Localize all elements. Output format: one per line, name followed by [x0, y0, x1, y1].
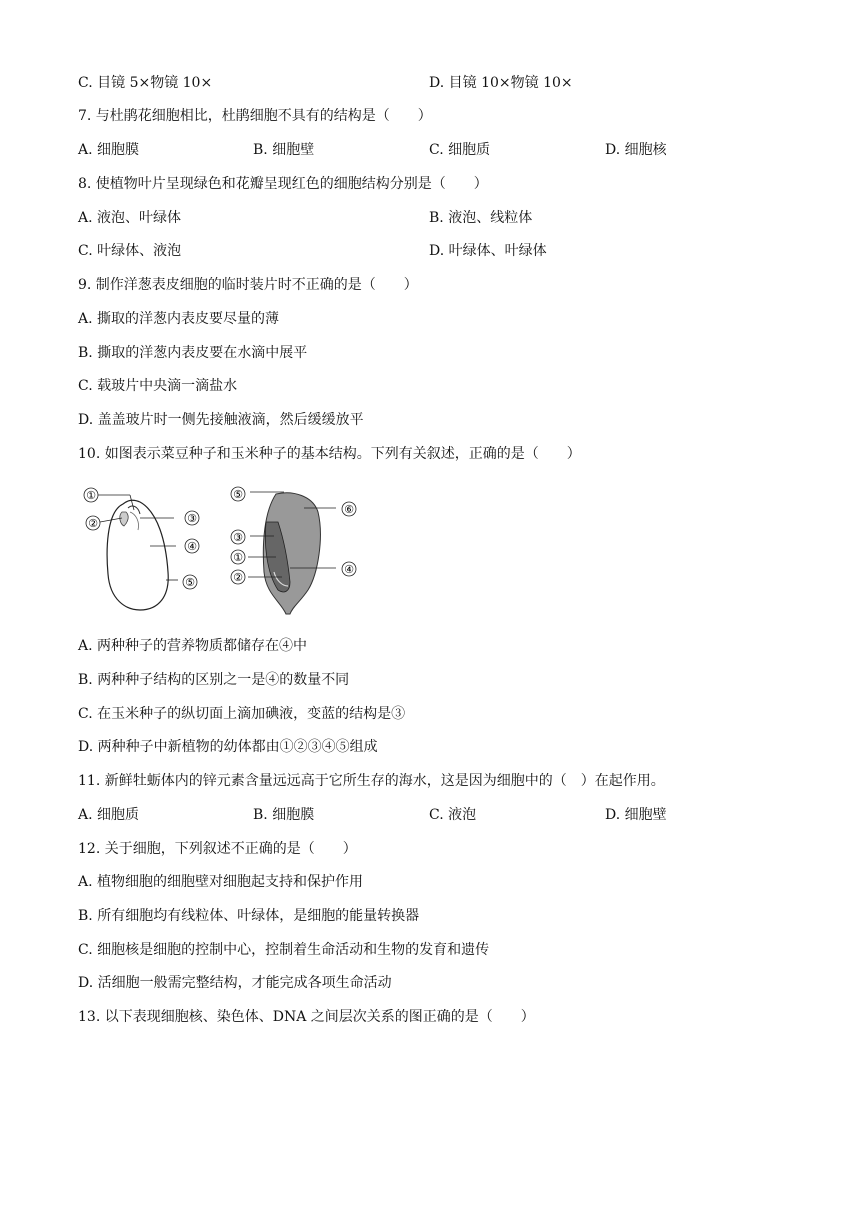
corn-label-4: ④ — [344, 563, 354, 576]
bean-label-4: ④ — [187, 540, 197, 553]
corn-label-3: ③ — [233, 531, 243, 544]
q10-option-a: A. 两种种子的营养物质都储存在④中 — [78, 638, 308, 654]
corn-label-5: ⑤ — [233, 488, 243, 501]
q12-option-d: D. 活细胞一般需完整结构，才能完成各项生命活动 — [78, 975, 392, 991]
q12-option-c: C. 细胞核是细胞的控制中心，控制着生命活动和生物的发育和遗传 — [78, 942, 490, 958]
q10-option-c: C. 在玉米种子的纵切面上滴加碘液，变蓝的结构是③ — [78, 706, 406, 722]
q6-option-d: D. 目镜 10×物镜 10× — [429, 75, 573, 91]
q13-stem: 13. 以下表现细胞核、染色体、DNA 之间层次关系的图正确的是（ ） — [78, 1009, 535, 1025]
corn-label-6: ⑥ — [344, 503, 354, 516]
q11-option-c: C. 液泡 — [429, 807, 477, 823]
q9-option-a: A. 撕取的洋葱内表皮要尽量的薄 — [78, 311, 280, 327]
seed-structure-figure — [78, 482, 378, 617]
q11-stem: 11. 新鲜牡蛎体内的锌元素含量远远高于它所生存的海水，这是因为细胞中的（ ）在起作用。 — [78, 773, 665, 789]
q10-stem: 10. 如图表示菜豆种子和玉米种子的基本结构。下列有关叙述，正确的是（ ） — [78, 446, 581, 462]
corn-label-2: ② — [233, 571, 243, 584]
q9-option-d: D. 盖盖玻片时一侧先接触液滴，然后缓缓放平 — [78, 412, 364, 428]
q12-option-a: A. 植物细胞的细胞壁对细胞起支持和保护作用 — [78, 874, 364, 890]
bean-label-5: ⑤ — [185, 576, 195, 589]
q10-option-b: B. 两种种子结构的区别之一是④的数量不同 — [78, 672, 350, 688]
bean-label-1: ① — [86, 489, 96, 502]
q8-stem: 8. 使植物叶片呈现绿色和花瓣呈现红色的细胞结构分别是（ ） — [78, 176, 488, 192]
bean-seed — [84, 488, 199, 610]
q7-option-d: D. 细胞核 — [605, 142, 667, 158]
q11-option-a: A. 细胞质 — [78, 807, 140, 823]
q12-option-b: B. 所有细胞均有线粒体、叶绿体，是细胞的能量转换器 — [78, 908, 420, 924]
q9-option-b: B. 撕取的洋葱内表皮要在水滴中展平 — [78, 345, 308, 361]
q12-stem: 12. 关于细胞，下列叙述不正确的是（ ） — [78, 841, 357, 857]
q7-option-a: A. 细胞膜 — [78, 142, 140, 158]
q8-option-b: B. 液泡、线粒体 — [429, 210, 533, 226]
q8-option-c: C. 叶绿体、液泡 — [78, 243, 182, 259]
bean-label-2: ② — [88, 517, 98, 530]
q7-option-c: C. 细胞质 — [429, 142, 491, 158]
q11-option-b: B. 细胞膜 — [253, 807, 315, 823]
q9-stem: 9. 制作洋葱表皮细胞的临时装片时不正确的是（ ） — [78, 277, 418, 293]
q7-option-b: B. 细胞壁 — [253, 142, 315, 158]
q11-option-d: D. 细胞壁 — [605, 807, 667, 823]
bean-label-3: ③ — [187, 512, 197, 525]
q8-option-d: D. 叶绿体、叶绿体 — [429, 243, 547, 259]
q7-stem: 7. 与杜鹃花细胞相比，杜鹃细胞不具有的结构是（ ） — [78, 108, 432, 124]
seed-diagram-svg — [78, 482, 378, 617]
q6-option-c: C. 目镜 5×物镜 10× — [78, 75, 213, 91]
corn-label-1: ① — [233, 551, 243, 564]
corn-seed — [231, 487, 356, 614]
q8-option-a: A. 液泡、叶绿体 — [78, 210, 182, 226]
q9-option-c: C. 载玻片中央滴一滴盐水 — [78, 378, 238, 394]
q10-option-d: D. 两种种子中新植物的幼体都由①②③④⑤组成 — [78, 739, 378, 755]
